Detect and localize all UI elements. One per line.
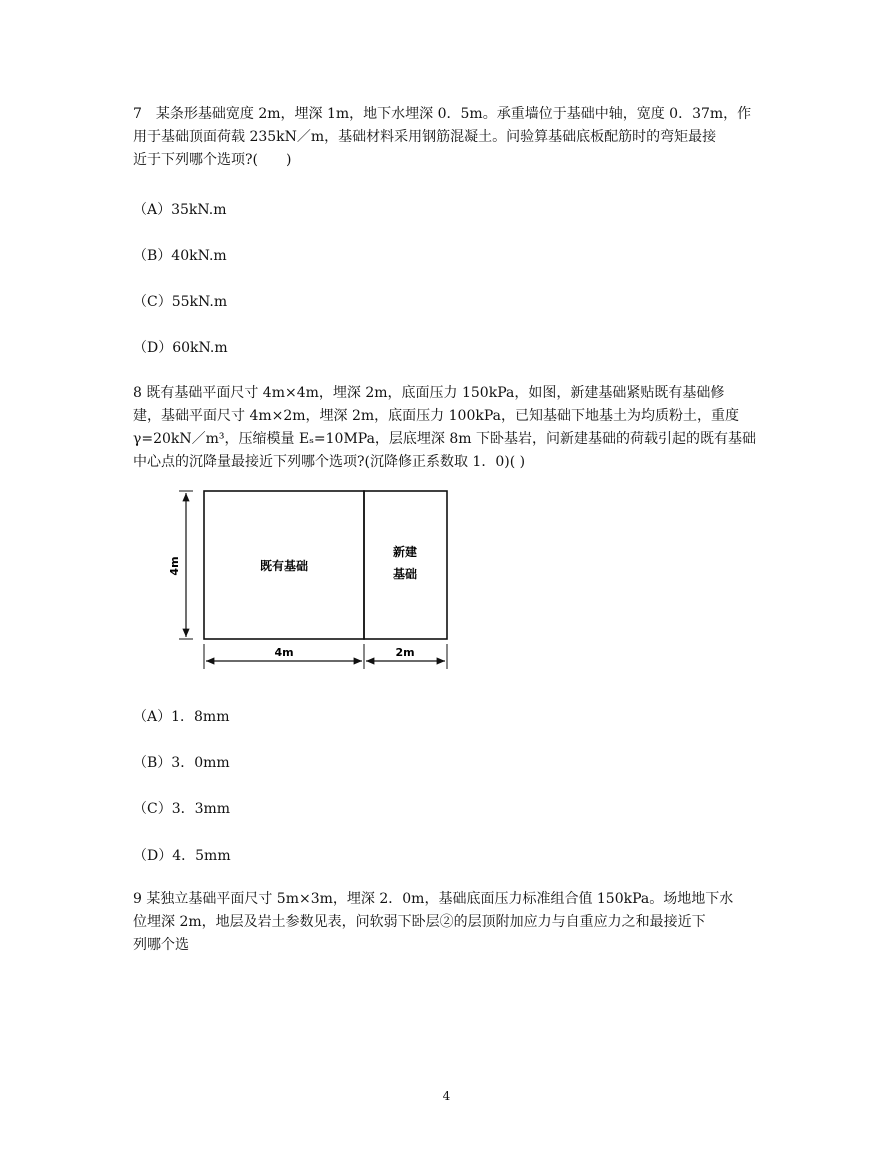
- question-8-option-b: （B）3．0mm: [133, 755, 230, 771]
- question-8-option-a: （A）1．8mm: [133, 709, 230, 725]
- question-8-option-d: （D）4．5mm: [133, 848, 231, 864]
- question-7-line: 近于下列哪个选项?( ): [133, 152, 292, 168]
- question-8-line: 8 既有基础平面尺寸 4m×4m，埋深 2m，底面压力 150kPa，如图，新建基础紧贴既有基础修: [133, 385, 725, 401]
- question-9-text: [133, 888, 733, 957]
- question-8-text: [133, 382, 756, 474]
- question-9-line: 位埋深 2m，地层及岩土参数见表，问软弱下卧层②的层顶附加应力与自重应力之和最接近下: [133, 914, 706, 930]
- question-8-line: 中心点的沉降量最接近下列哪个选项?(沉降修正系数取 1．0)( ): [133, 454, 526, 470]
- new-foundation-label-1: 新建: [392, 545, 418, 559]
- question-7-option-a: （A）35kN.m: [133, 202, 227, 218]
- question-7-option-c: （C）55kN.m: [133, 294, 228, 310]
- height-dimension-label: 4m: [168, 556, 181, 576]
- question-7-text: [133, 103, 751, 172]
- question-7-option-b: （B）40kN.m: [133, 248, 227, 264]
- width-dimension-new-label: 2m: [395, 646, 415, 659]
- question-7-option-d: （D）60kN.m: [133, 340, 228, 356]
- question-7-line: 用于基础顶面荷载 235kN／m，基础材料采用钢筋混凝土。问验算基础底板配筋时的弯矩最接: [133, 129, 717, 145]
- page-number: 4: [442, 1089, 451, 1103]
- question-7-line: 7 某条形基础宽度 2m，埋深 1m，地下水埋深 0．5m。承重墙位于基础中轴，宽度 0．37m，作: [133, 106, 752, 122]
- question-8-line: γ=20kN／m³，压缩模量 Eₛ=10MPa，层底埋深 8m 下卧基岩，问新建基础的荷载引起的既有基础: [133, 431, 757, 447]
- question-8-line: 建，基础平面尺寸 4m×2m，埋深 2m，底面压力 100kPa，已知基础下地基土为均质粉土，重度: [133, 408, 739, 424]
- existing-foundation-label: 既有基础: [259, 559, 309, 573]
- foundation-plan-figure: [165, 484, 460, 674]
- question-9-line: 列哪个选: [133, 937, 189, 953]
- new-foundation-rect: [364, 491, 447, 639]
- new-foundation-label-2: 基础: [392, 567, 418, 581]
- question-8-option-c: （C）3．3mm: [133, 801, 231, 817]
- question-9-line: 9 某独立基础平面尺寸 5m×3m，埋深 2．0m，基础底面压力标准组合值 150kPa。场地地下水: [133, 891, 734, 907]
- width-dimension-existing-label: 4m: [274, 646, 294, 659]
